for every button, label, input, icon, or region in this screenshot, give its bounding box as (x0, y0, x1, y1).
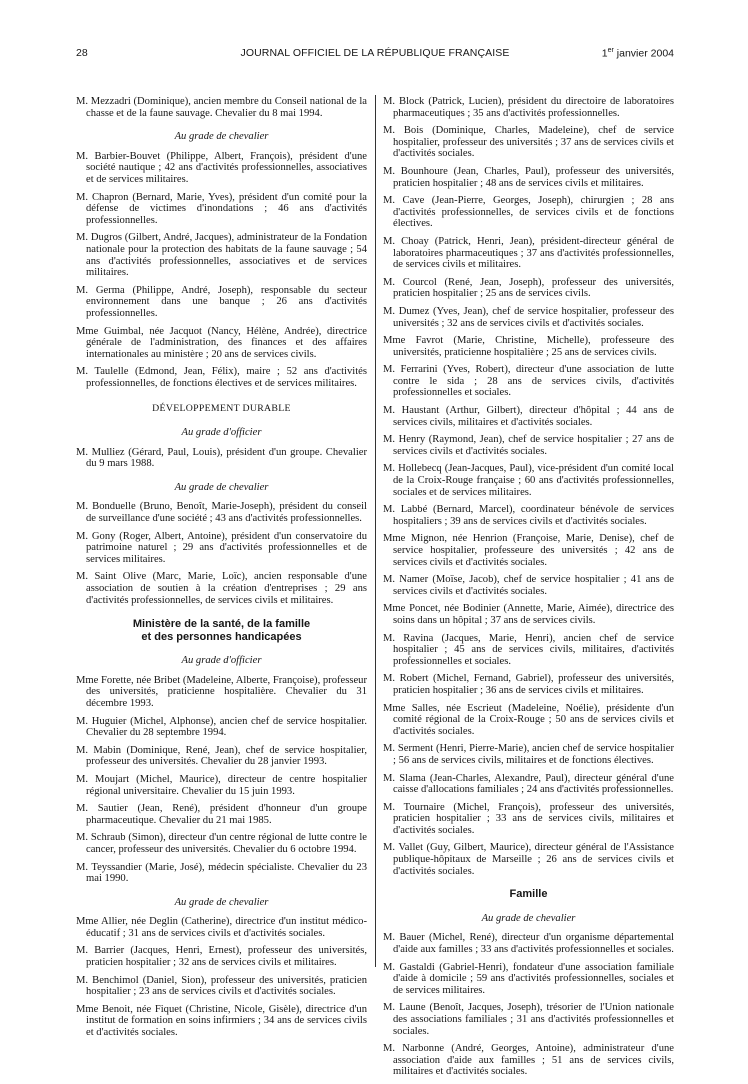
honoree-entry: Mme Favrot (Marie, Christine, Michelle), professeure des universités, praticienne hospitalière ; 25 ans de services civils. (383, 335, 674, 358)
honoree-entry: M. Choay (Patrick, Henri, Jean), président-directeur général de laboratoires pharmaceutiques ; 37 ans d'activités professionnelles, de services civils et militaires. (383, 235, 674, 271)
honoree-entry: Mme Guimbal, née Jacquot (Nancy, Hélène, Andrée), directrice générale de l'administration, des finances et des affaires internationales au ministère ; 20 ans de services civils. (76, 325, 367, 360)
honoree-entry: M. Dugros (Gilbert, André, Jacques), administrateur de la Fondation nationale pour la protection des habitats de la faune sauvage ; 54 ans d'activités professionnelles, associatives et de services militaires. (76, 232, 367, 279)
section-heading: DÉVELOPPEMENT DURABLE (152, 403, 291, 415)
honoree-entry: Mme Poncet, née Bodinier (Annette, Marie, Aimée), directrice des soins dans un hôpital ; 37 ans de services civils. (383, 603, 674, 626)
honoree-entry: M. Robert (Michel, Fernand, Gabriel), professeur des universités, praticien hospitalier ; 36 ans de services civils et militaires. (383, 673, 674, 696)
grade-heading: Au grade d'officier (181, 427, 262, 439)
entry-group (383, 932, 674, 1078)
entry-group (76, 96, 367, 119)
grade-heading: Au grade de chevalier (174, 896, 269, 908)
date-month-year: janvier 2004 (613, 47, 674, 60)
honoree-entry: M. Henry (Raymond, Jean), chef de service hospitalier ; 27 ans de services civils et d'activités sociales. (383, 434, 674, 457)
grade-heading: Au grade de chevalier (174, 131, 269, 143)
honoree-entry: M. Dumez (Yves, Jean), chef de service hospitalier, professeur des universités ; 32 ans de services civils et d'activités sociales. (383, 305, 674, 329)
honoree-entry: Mme Forette, née Bribet (Madeleine, Alberte, Françoise), professeur des universités, praticienne hospitalière. Chevalier du 31 décembre 1993. (76, 674, 367, 709)
honoree-entry: M. Taulelle (Edmond, Jean, Félix), maire ; 52 ans d'activités professionnelles, de fonctions électives et de services militaires. (76, 366, 367, 389)
honoree-entry: M. Gony (Roger, Albert, Antoine), président d'un conservatoire du patrimoine naturel ; 29 ans d'activités professionnelles et de services militaires. (76, 530, 367, 565)
left-column (76, 96, 367, 1045)
honoree-entry: M. Slama (Jean-Charles, Alexandre, Paul), directeur général d'une caisse d'allocations familiales ; 24 ans d'activités professionnelles. (383, 772, 674, 796)
honoree-entry: M. Serment (Henri, Pierre-Marie), ancien chef de service hospitalier ; 56 ans de services civils, militaires et de fonctions électives. (383, 743, 674, 766)
honoree-entry: M. Huguier (Michel, Alphonse), ancien chef de service hospitalier. Chevalier du 28 septembre 1994. (76, 715, 367, 739)
honoree-entry: M. Moujart (Michel, Maurice), directeur de centre hospitalier régional universitaire. Chevalier du 15 juin 1993. (76, 773, 367, 797)
date-day: 1 (601, 47, 608, 60)
section-heading: Famille (509, 888, 548, 901)
right-column (383, 96, 674, 1084)
honoree-entry: M. Bounhoure (Jean, Charles, Paul), professeur des universités, praticien hospitalier ; 48 ans de services civils et militaires. (383, 165, 674, 189)
honoree-entry: M. Schraub (Simon), directeur d'un centre régional de lutte contre le cancer, professeur des universités. Chevalier du 6 octobre 1994. (76, 832, 367, 855)
date-ordinal: er (607, 47, 614, 54)
honoree-entry: M. Bonduelle (Bruno, Benoît, Marie-Joseph), président du conseil de surveillance d'une société ; 43 ans d'activités professionnelles. (76, 501, 367, 525)
honoree-entry: M. Teyssandier (Marie, José), médecin spécialiste. Chevalier du 23 mai 1990. (76, 861, 367, 885)
honoree-entry: M. Vallet (Guy, Gilbert, Maurice), directeur général de l'Assistance publique-hôpitaux de Marseille ; 26 ans de services civils et d'activités sociales. (383, 842, 674, 877)
honoree-entry: M. Tournaire (Michel, François), professeur des universités, praticien hospitalier ; 33 ans de services civils, militaires et d'activités sociales. (383, 801, 674, 836)
honoree-entry: M. Ravina (Jacques, Marie, Henri), ancien chef de service hospitalier ; 45 ans de services civils, militaires, d'activités professionnelles et sociales. (383, 632, 674, 667)
honoree-entry: M. Laune (Benoît, Jacques, Joseph), trésorier de l'Union nationale des associations familiales ; 31 ans d'activités professionnelles et sociales. (383, 1002, 674, 1037)
honoree-entry: Mme Salles, née Escrieut (Madeleine, Noélie), présidente d'un comité régional de la Croix-Rouge ; 50 ans de services civils et d'activités sociales. (383, 702, 674, 737)
honoree-entry: M. Chapron (Bernard, Marie, Yves), président d'un comité pour la défense de victimes d'inondations ; 46 ans d'activités professionnelles. (76, 191, 367, 226)
honoree-entry: M. Bauer (Michel, René), directeur d'un organisme départemental d'aide aux familles ; 33 ans d'activités professionnelles et sociales. (383, 932, 674, 956)
honoree-entry: M. Saint Olive (Marc, Marie, Loïc), ancien responsable d'une association de soutien à la création d'entreprises ; 29 ans d'activités professionnelles, de services civils et militaires. (76, 571, 367, 606)
honoree-entry: Mme Allier, née Deglin (Catherine), directrice d'un institut médico-éducatif ; 31 ans de services civils et d'activités sociales. (76, 916, 367, 939)
page-header (76, 47, 674, 61)
ministry-heading-line: et des personnes handicapées (141, 630, 302, 643)
honoree-entry: M. Gastaldi (Gabriel-Henri), fondateur d'une association familiale d'aide à domicile ; 59 ans d'activités professionnelles, sociales et de services militaires. (383, 961, 674, 996)
grade-heading: Au grade d'officier (181, 655, 262, 667)
honoree-entry: M. Narbonne (André, Georges, Antoine), administrateur d'une association d'aide aux familles ; 51 ans de services civils, militaires et d'activités sociales. (383, 1043, 674, 1078)
honoree-entry: M. Courcol (René, Jean, Joseph), professeur des universités, praticien hospitalier ; 25 ans de services civils. (383, 276, 674, 300)
ministry-heading (76, 618, 367, 643)
entry-group (76, 501, 367, 606)
honoree-entry: Mme Benoit, née Fiquet (Christine, Nicole, Gisèle), directrice d'un institut de formation en soins infirmiers ; 34 ans de services civils et d'activités sociales. (76, 1003, 367, 1039)
entry-group (76, 675, 367, 885)
entry-group (76, 916, 367, 1038)
honoree-entry: M. Bois (Dominique, Charles, Madeleine), chef de service hospitalier, professeur des universités ; 37 ans de services civils et d'activités sociales. (383, 125, 674, 160)
honoree-entry: M. Barrier (Jacques, Henri, Ernest), professeur des universités, praticien hospitalier ; 32 ans de services civils et militaires. (76, 945, 367, 969)
honoree-entry: M. Namer (Moïse, Jacob), chef de service hospitalier ; 41 ans de services civils et d'activités sociales. (383, 574, 674, 597)
journal-title: JOURNAL OFFICIEL DE LA RÉPUBLIQUE FRANÇAISE (240, 47, 510, 59)
entry-group (76, 151, 367, 390)
honoree-entry: M. Germa (Philippe, André, Joseph), responsable du secteur environnement dans une banque ; 26 ans d'activités professionnelles. (76, 284, 367, 319)
honoree-entry: M. Mezzadri (Dominique), ancien membre du Conseil national de la chasse et de la faune sauvage. Chevalier du 8 mai 1994. (76, 96, 367, 119)
honoree-entry: M. Cave (Jean-Pierre, Georges, Joseph), chirurgien ; 28 ans d'activités professionnelles, de services civils et de fonctions électives. (383, 195, 674, 230)
page-number: 28 (76, 47, 88, 59)
issue-date (602, 47, 674, 60)
honoree-entry: M. Mabin (Dominique, René, Jean), chef de service hospitalier, professeur des universités. Chevalier du 28 janvier 1993. (76, 744, 367, 768)
ministry-heading-line: Ministère de la santé, de la famille (132, 618, 311, 631)
grade-heading: Au grade de chevalier (174, 481, 269, 493)
honoree-entry: M. Hollebecq (Jean-Jacques, Paul), vice-président d'un comité local de la Croix-Rouge française ; 60 ans d'activités professionnelles, sociales et de services militaires. (383, 463, 674, 498)
honoree-entry: M. Ferrarini (Yves, Robert), directeur d'une association de lutte contre le sida ; 28 ans de services civils, d'activités professionnelles et sociales. (383, 364, 674, 399)
grade-heading: Au grade de chevalier (481, 912, 576, 924)
honoree-entry: M. Mulliez (Gérard, Paul, Louis), président d'un groupe. Chevalier du 9 mars 1988. (76, 446, 367, 470)
column-divider (375, 95, 376, 967)
honoree-entry: M. Labbé (Bernard, Marcel), coordinateur bénévole de services hospitaliers ; 39 ans de services civils et d'activités sociales. (383, 504, 674, 527)
honoree-entry: M. Benchimol (Daniel, Sion), professeur des universités, praticien hospitalier ; 23 ans de services civils et d'activités sociales. (76, 974, 367, 998)
honoree-entry: M. Block (Patrick, Lucien), président du directoire de laboratoires pharmaceutiques ; 35 ans d'activités professionnelles. (383, 96, 674, 119)
honoree-entry: Mme Mignon, née Henrion (Françoise, Marie, Denise), chef de service hospitalier, professeure des universités ; 42 ans de services civils et d'activités sociales. (383, 533, 674, 568)
entry-group (76, 447, 367, 470)
honoree-entry: M. Haustant (Arthur, Gilbert), directeur d'hôpital ; 44 ans de services civils, militaires et d'activités sociales. (383, 405, 674, 428)
honoree-entry: M. Barbier-Bouvet (Philippe, Albert, François), président d'une société nautique ; 42 ans d'activités professionnelles, associatives et de services militaires. (76, 150, 367, 185)
honoree-entry: M. Sautier (Jean, René), président d'honneur d'un groupe pharmaceutique. Chevalier du 21 mai 1985. (76, 803, 367, 826)
entry-group (383, 96, 674, 877)
